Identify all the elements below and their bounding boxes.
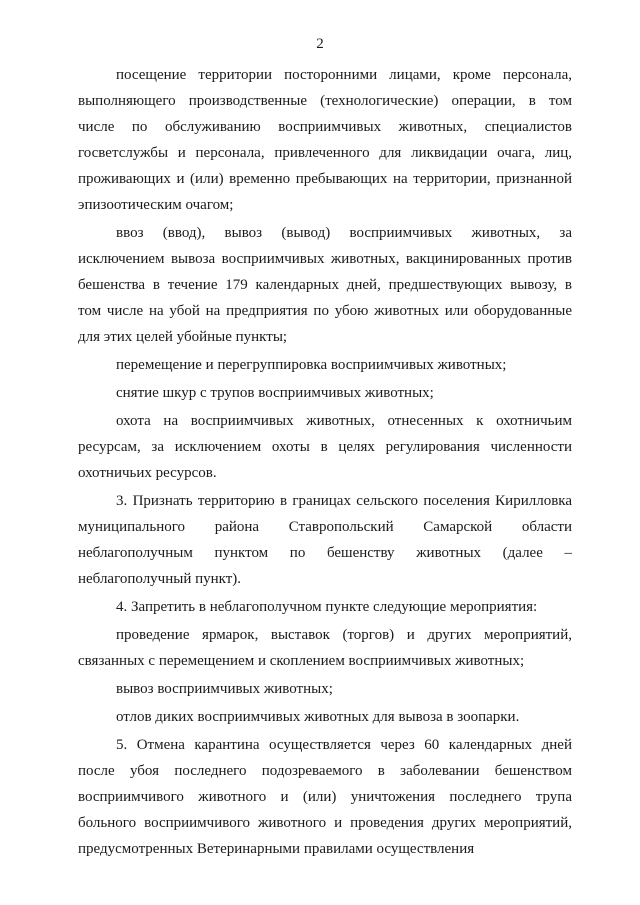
paragraph — [78, 62, 572, 218]
paragraph — [78, 352, 572, 378]
text-line: ресурсам, за исключением охоты в целях регулирования численности — [78, 439, 572, 455]
text-line: том числе на убой на предприятия по убою животных или оборудованные — [78, 303, 572, 319]
text-line: бешенства в течение 179 календарных дней, предшествующих вывозу, в — [78, 277, 572, 293]
text-line: вывоз восприимчивых животных; — [116, 681, 333, 697]
paragraph — [78, 704, 572, 730]
text-line: перемещение и перегруппировка восприимчивых животных; — [116, 357, 507, 373]
text-line: неблагополучный пункт). — [78, 571, 242, 587]
text-line: проведение ярмарок, выставок (торгов) и других мероприятий, — [116, 627, 572, 643]
text-line: предусмотренных Ветеринарными правилами осуществления — [78, 841, 475, 857]
text-line: снятие шкур с трупов восприимчивых животных; — [116, 385, 434, 401]
text-line: 3. Признать территорию в границах сельского поселения Кирилловка — [116, 493, 572, 509]
paragraph — [78, 408, 572, 486]
text-line: эпизоотическим очагом; — [78, 197, 234, 213]
page-number: 2 — [316, 36, 324, 52]
text-line: исключением вывоза восприимчивых животных, вакцинированных против — [78, 251, 572, 267]
text-line: выполняющего производственные (технологические) операции, в том — [78, 93, 572, 109]
text-line: связанных с перемещением и скоплением восприимчивых животных; — [78, 653, 525, 669]
paragraph-gap — [78, 862, 572, 864]
text-line: посещение территории посторонними лицами, кроме персонала, — [116, 67, 572, 83]
text-line: после убоя последнего подозреваемого в заболевании бешенством — [78, 763, 572, 779]
text-line: неблагополучным пунктом по бешенству животных (далее – — [78, 545, 572, 561]
paragraph — [78, 622, 572, 674]
paragraph — [78, 380, 572, 406]
text-line: отлов диких восприимчивых животных для вывоза в зоопарки. — [116, 709, 520, 725]
text-line: муниципального района Ставропольский Самарской области — [78, 519, 572, 535]
text-line: проживающих и (или) временно пребывающих на территории, признанной — [78, 171, 572, 187]
text-line: 5. Отмена карантина осуществляется через 60 календарных дней — [116, 737, 572, 753]
text-line: восприимчивого животного и (или) уничтожения последнего трупа — [78, 789, 572, 805]
text-line: числе по обслуживанию восприимчивых животных, специалистов — [78, 119, 572, 135]
paragraph — [78, 220, 572, 350]
paragraph — [78, 488, 572, 592]
text-line: ввоз (ввод), вывоз (вывод) восприимчивых животных, за — [116, 225, 572, 241]
paragraph — [78, 676, 572, 702]
text-line: охота на восприимчивых животных, отнесенных к охотничьим — [116, 413, 572, 429]
text-line: для этих целей убойные пункты; — [78, 329, 288, 345]
document-body — [78, 62, 572, 864]
text-line: охотничьих ресурсов. — [78, 465, 217, 481]
text-line: больного восприимчивого животного и проведения других мероприятий, — [78, 815, 572, 831]
paragraph — [78, 732, 572, 862]
text-line: 4. Запретить в неблагополучном пункте следующие мероприятия: — [116, 599, 538, 615]
paragraph — [78, 594, 572, 620]
text-line: госветслужбы и персонала, привлеченного для ликвидации очага, лиц, — [78, 145, 572, 161]
